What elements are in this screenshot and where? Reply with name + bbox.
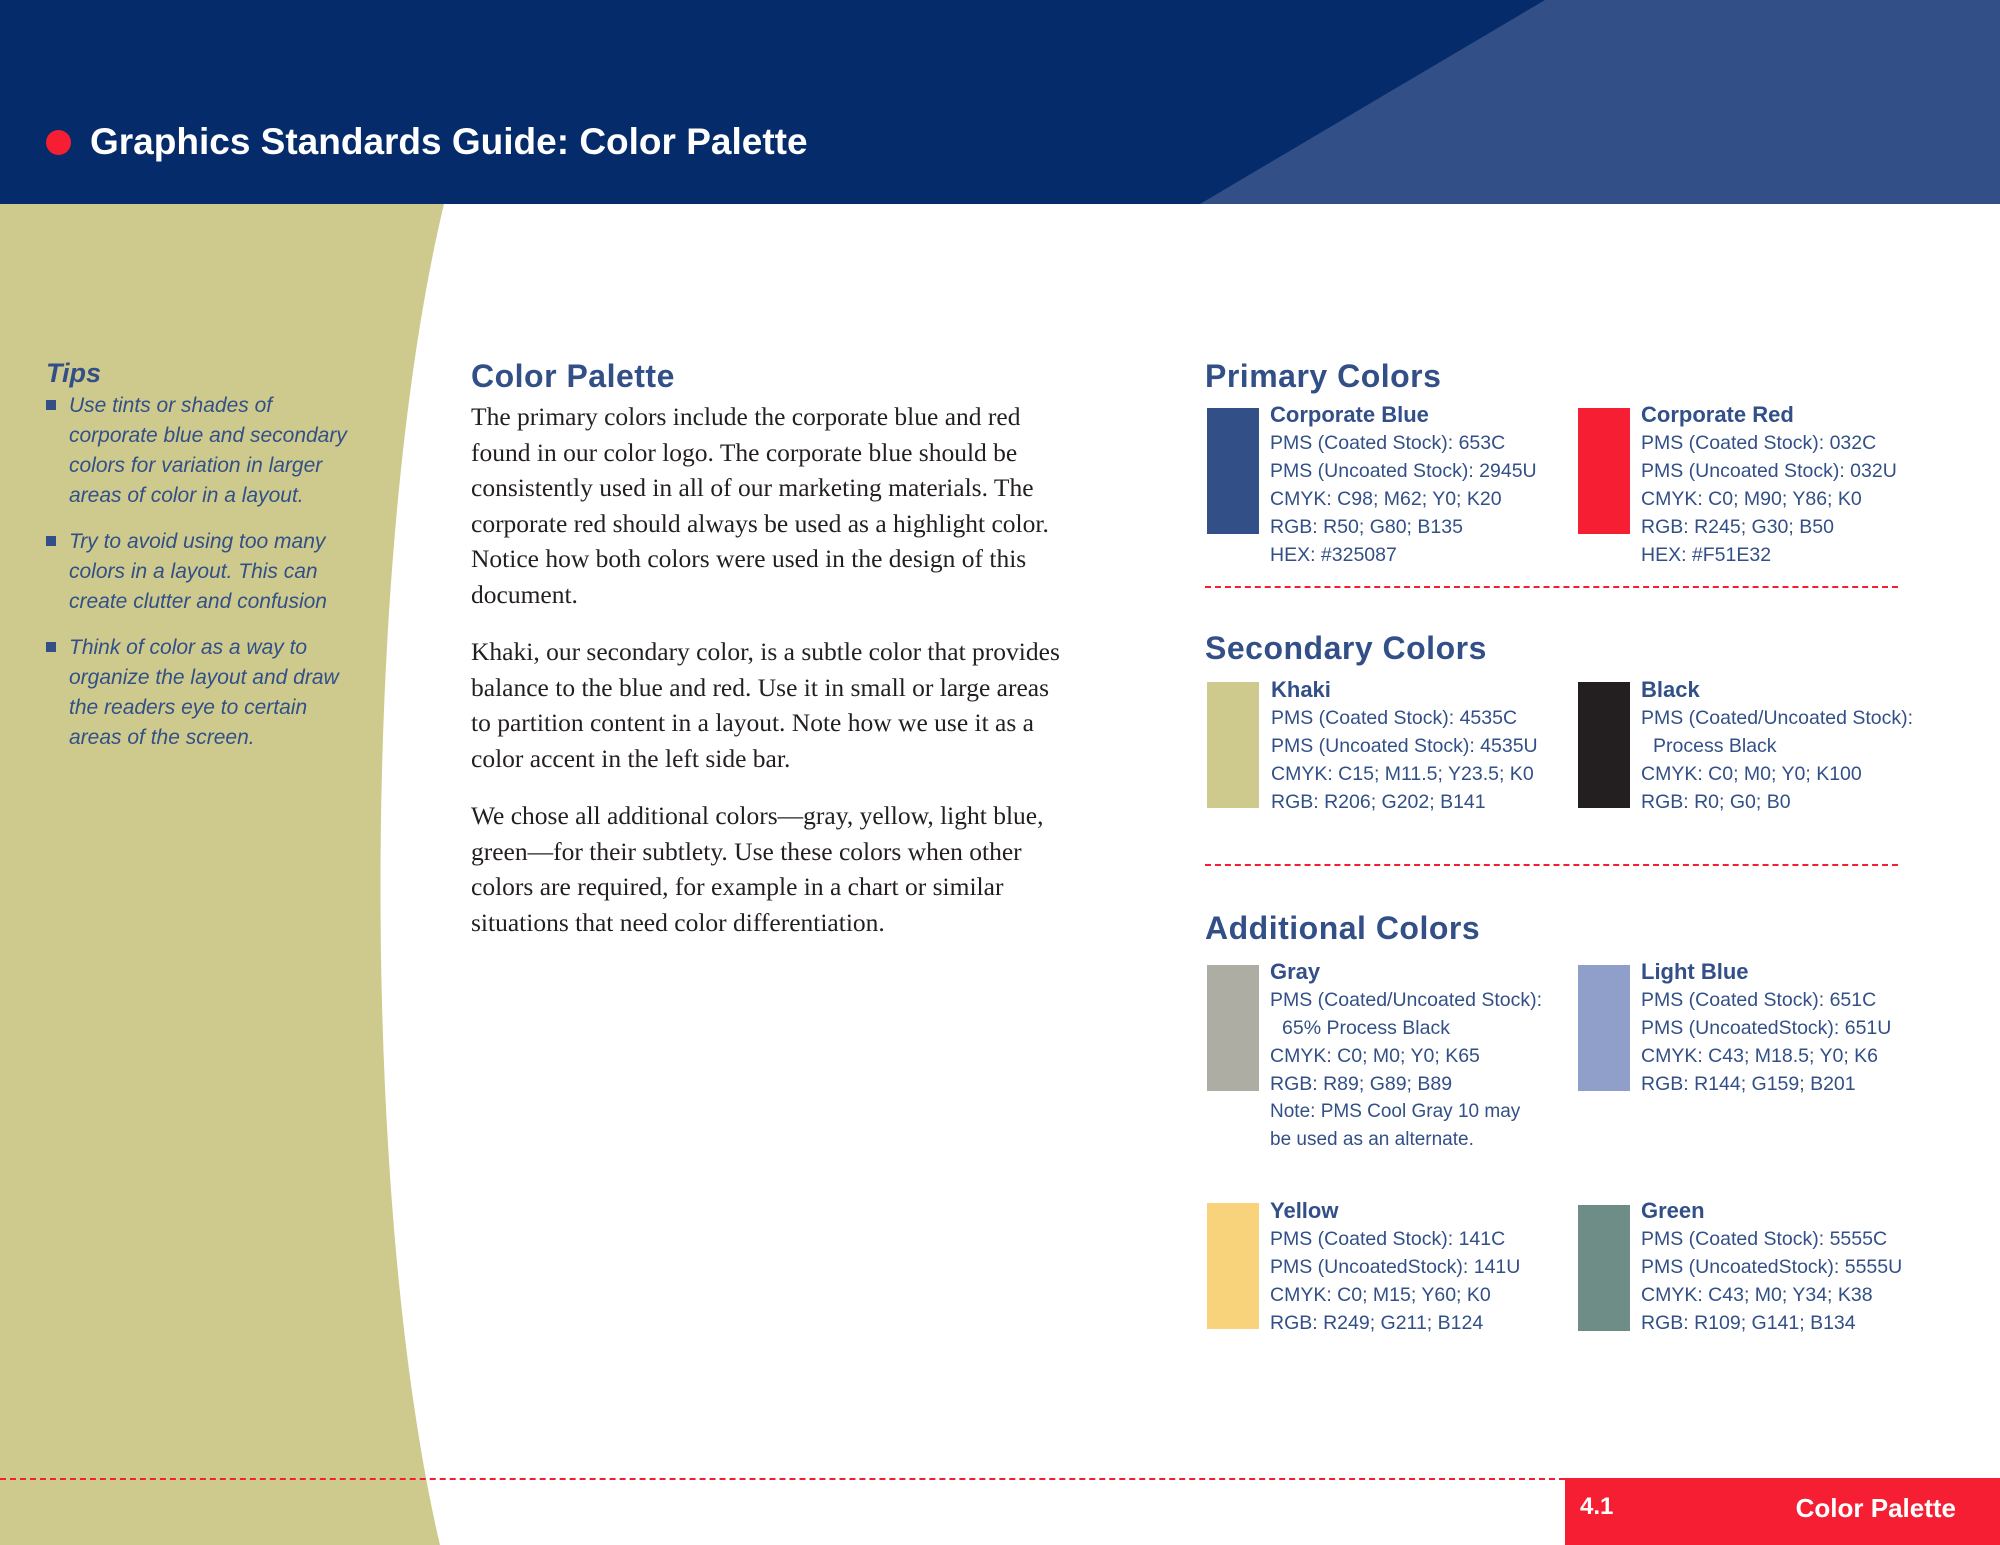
paragraph-line: corporate red should always be used as a highlight color. (471, 508, 1049, 538)
red-dot-icon (46, 130, 71, 155)
spec-line: PMS (UncoatedStock): 141U (1270, 1256, 1521, 1278)
additional-colors-heading: Additional Colors (1205, 910, 1481, 946)
spec-line: CMYK: C98; M62; Y0; K20 (1270, 488, 1502, 510)
yellow-swatch (1207, 1203, 1259, 1329)
black-specs (1641, 676, 1913, 816)
paragraph-line: balance to the blue and red. Use it in small or large areas (471, 672, 1050, 702)
primary-colors-heading: Primary Colors (1205, 358, 1442, 394)
paragraph-line: colors are required, for example in a chart or similar (471, 872, 1004, 901)
tips-heading: Tips (46, 358, 102, 388)
spec-line: CMYK: C0; M90; Y86; K0 (1641, 488, 1862, 510)
tip-line: colors in a layout. This can (69, 560, 318, 583)
paragraph-line: Notice how both colors were used in the design of this (471, 544, 1027, 573)
page-number: 4.1 (1580, 1493, 1614, 1520)
color-name: Light Blue (1641, 959, 1749, 984)
spec-line: CMYK: C0; M15; Y60; K0 (1270, 1284, 1491, 1306)
spec-line: PMS (UncoatedStock): 5555U (1641, 1256, 1903, 1278)
spec-line: RGB: R245; G30; B50 (1641, 516, 1834, 538)
square-bullet-icon (46, 642, 56, 652)
spec-line: PMS (Coated Stock): 032C (1641, 432, 1877, 454)
note-line: be used as an alternate. (1270, 1129, 1474, 1150)
corporate-blue-specs (1270, 401, 1537, 569)
gray-specs (1270, 958, 1542, 1154)
intro-section (471, 358, 1131, 962)
tip-line: Try to avoid using too many (69, 530, 326, 553)
tip-text (69, 391, 376, 511)
spec-line: RGB: R0; G0; B0 (1641, 791, 1791, 813)
spec-line: RGB: R249; G211; B124 (1270, 1312, 1484, 1334)
color-name: Yellow (1270, 1198, 1339, 1223)
yellow-specs (1270, 1197, 1520, 1337)
tips-list (46, 391, 376, 753)
spec-line: CMYK: C43; M18.5; Y0; K6 (1641, 1045, 1878, 1067)
paragraph-line: found in our color logo. The corporate blue should be (471, 437, 1018, 467)
tip-item (46, 527, 376, 617)
color-name: Black (1641, 677, 1700, 702)
spec-line: RGB: R89; G89; B89 (1270, 1073, 1453, 1095)
spec-line: PMS (Coated/Uncoated Stock): (1270, 989, 1543, 1011)
intro-paragraph (471, 399, 1131, 612)
green-swatch (1578, 1205, 1630, 1331)
paragraph-line: situations that need color differentiation. (471, 907, 885, 937)
tip-text (69, 527, 376, 617)
paragraph-line: Khaki, our secondary color, is a subtle color that provides (471, 637, 1060, 666)
tip-line: the readers eye to certain (69, 696, 308, 719)
spec-line: Process Black (1653, 735, 1777, 757)
tip-line: Use tints or shades of (69, 394, 273, 417)
tip-line: areas of the screen. (69, 726, 255, 749)
light-blue-swatch (1578, 965, 1630, 1091)
paragraph-line: to partition content in a layout. Note how we use it as a (471, 708, 1034, 737)
spec-line: PMS (Coated/Uncoated Stock): (1641, 707, 1914, 729)
paragraph-line: The primary colors include the corporate blue and red (471, 402, 1021, 431)
khaki-specs (1271, 676, 1538, 816)
intro-paragraph (471, 634, 1131, 776)
spec-line: PMS (Coated Stock): 4535C (1271, 707, 1518, 729)
footer-divider (0, 1478, 1565, 1480)
tip-item (46, 633, 376, 753)
tip-line: create clutter and confusion (69, 590, 327, 613)
spec-line: CMYK: C15; M11.5; Y23.5; K0 (1271, 763, 1534, 785)
spec-line: 65% Process Black (1282, 1017, 1450, 1039)
gray-swatch (1207, 965, 1259, 1091)
color-name: Corporate Red (1641, 402, 1794, 427)
green-specs (1641, 1197, 1902, 1337)
paragraph-line: green—for their subtlety. Use these colors when other (471, 836, 1022, 866)
spec-line: PMS (Coated Stock): 653C (1270, 432, 1506, 454)
spec-line: PMS (Uncoated Stock): 032U (1641, 460, 1897, 482)
note-line: Note: PMS Cool Gray 10 may (1270, 1101, 1521, 1122)
section-divider (1205, 864, 1898, 866)
spec-line: RGB: R144; G159; B201 (1641, 1073, 1856, 1095)
tip-item (46, 391, 376, 511)
spec-line: PMS (Uncoated Stock): 2945U (1270, 460, 1537, 482)
spec-line: PMS (Coated Stock): 5555C (1641, 1228, 1888, 1250)
square-bullet-icon (46, 536, 56, 546)
tip-line: organize the layout and draw (69, 666, 339, 689)
header-background (0, 0, 2000, 204)
light-blue-specs (1641, 958, 1891, 1098)
spec-line: PMS (Coated Stock): 651C (1641, 989, 1877, 1011)
spec-line: RGB: R206; G202; B141 (1271, 791, 1486, 813)
spec-line: CMYK: C0; M0; Y0; K100 (1641, 763, 1862, 785)
spec-line: PMS (Coated Stock): 141C (1270, 1228, 1506, 1250)
spec-line: RGB: R50; G80; B135 (1270, 516, 1463, 538)
spec-line: CMYK: C43; M0; Y34; K38 (1641, 1284, 1873, 1306)
page-title: Graphics Standards Guide: Color Palette (90, 121, 808, 162)
tip-text (69, 633, 376, 753)
tips-panel (46, 358, 376, 769)
section-divider (1205, 586, 1898, 588)
header-accent-shape (1200, 0, 2000, 204)
tip-line: corporate blue and secondary (69, 424, 347, 447)
intro-paragraph (471, 798, 1131, 940)
paragraph-line: document. (471, 579, 578, 609)
spec-line: RGB: R109; G141; B134 (1641, 1312, 1856, 1334)
color-name: Green (1641, 1198, 1705, 1223)
page-header (0, 0, 2000, 204)
black-swatch (1578, 682, 1630, 808)
color-name: Gray (1270, 959, 1321, 984)
tip-line: colors for variation in larger (69, 454, 323, 477)
paragraph-line: We chose all additional colors—gray, yellow, light blue, (471, 801, 1044, 830)
spec-line: PMS (UncoatedStock): 651U (1641, 1017, 1892, 1039)
spec-line: HEX: #325087 (1270, 544, 1397, 566)
paragraph-line: consistently used in all of our marketing materials. The (471, 473, 1034, 502)
square-bullet-icon (46, 400, 56, 410)
corporate-red-swatch (1578, 408, 1630, 534)
corporate-blue-swatch (1207, 408, 1259, 534)
footer-section-title: Color Palette (1795, 1493, 1956, 1523)
paragraph-line: color accent in the left side bar. (471, 743, 791, 773)
intro-heading: Color Palette (471, 358, 675, 394)
color-name: Khaki (1271, 677, 1331, 702)
color-name: Corporate Blue (1270, 402, 1429, 427)
tip-line: areas of color in a layout. (69, 484, 304, 507)
corporate-red-specs (1641, 401, 1897, 569)
secondary-colors-heading: Secondary Colors (1205, 630, 1487, 666)
spec-line: CMYK: C0; M0; Y0; K65 (1270, 1045, 1480, 1067)
khaki-swatch (1207, 682, 1259, 808)
spec-line: PMS (Uncoated Stock): 4535U (1271, 735, 1538, 757)
tip-line: Think of color as a way to (69, 636, 308, 659)
spec-line: HEX: #F51E32 (1641, 544, 1772, 566)
